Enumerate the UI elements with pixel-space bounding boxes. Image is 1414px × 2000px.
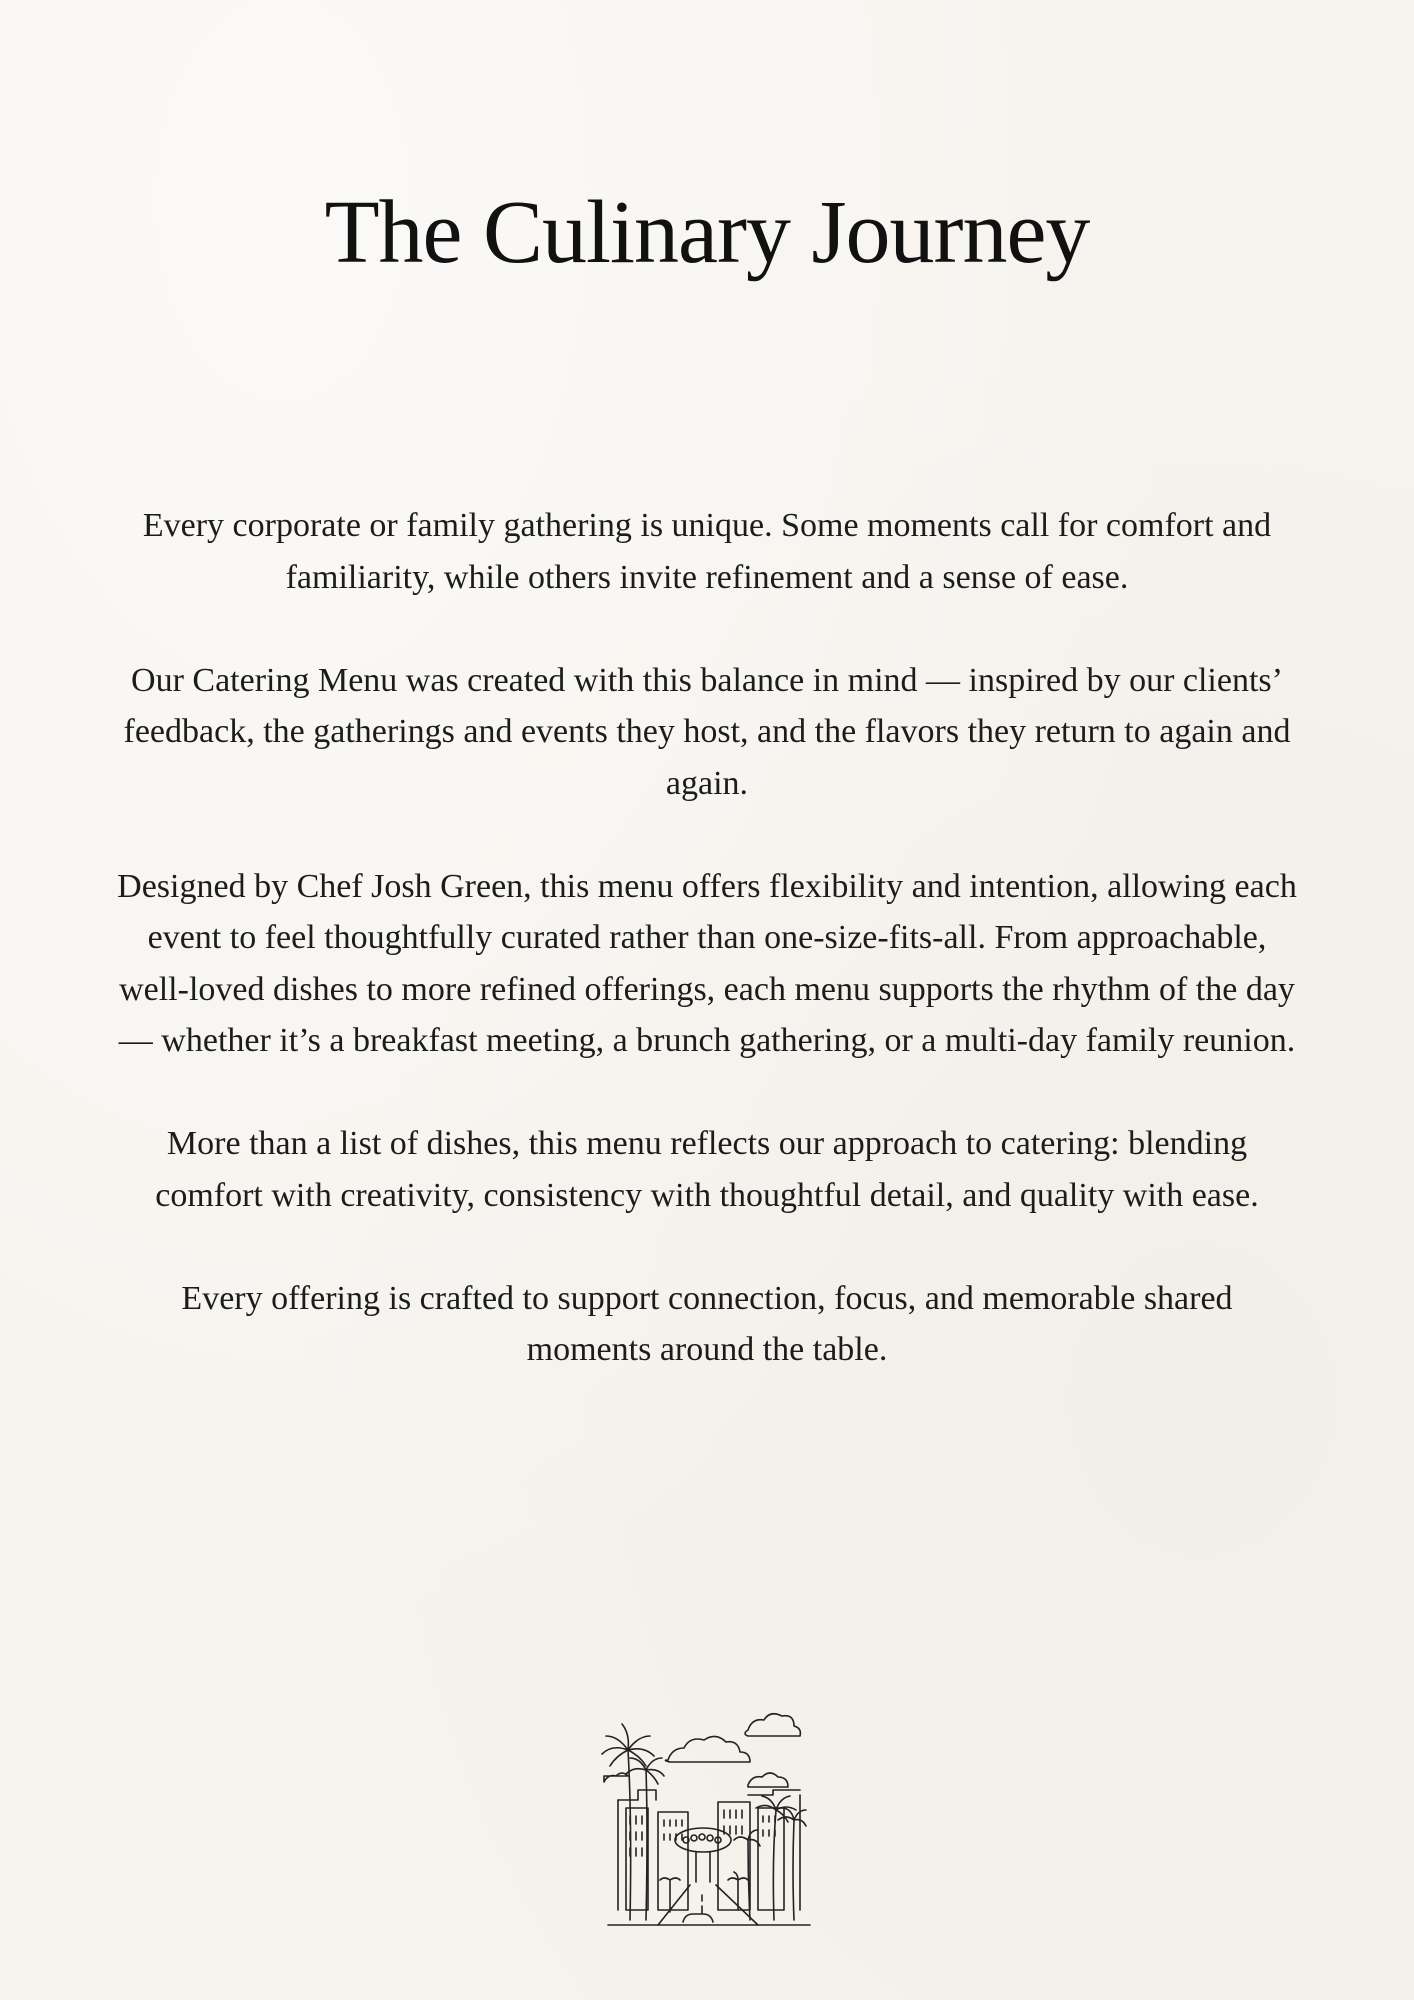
paragraph-approach: More than a list of dishes, this menu reflects our approach to catering: blending comfort with creativity, consistency with thoughtful detail, and quality with ease. — [155, 1125, 1259, 1214]
paragraph-catering-menu: Our Catering Menu was created with this balance in mind — inspired by our clients’ feedback, the gatherings and events they host, and the flavors they return to again and again. — [123, 661, 1291, 802]
paragraph-chef-design: Designed by Chef Josh Green, this menu offers flexibility and intention, allowing each event to feel thoughtfully curated rather than one-size-fits-all. From approachable, well-loved dishes to more refined offerings, each menu supports the rhythm of the day — whether it’s a breakfast meeting, a brunch gathering, or a multi-day family reunion. — [117, 867, 1297, 1059]
paragraph-offerings: Every offering is crafted to support connection, focus, and memorable shared moments around the table. — [181, 1279, 1233, 1368]
page-title: The Culinary Journey — [324, 183, 1090, 282]
city-palms-illustration-icon — [598, 1690, 820, 1935]
paragraph-gatherings: Every corporate or family gathering is unique. Some moments call for comfort and familiarity, while others invite refinement and a sense of ease. — [142, 507, 1272, 596]
intro-text — [117, 500, 1297, 1427]
